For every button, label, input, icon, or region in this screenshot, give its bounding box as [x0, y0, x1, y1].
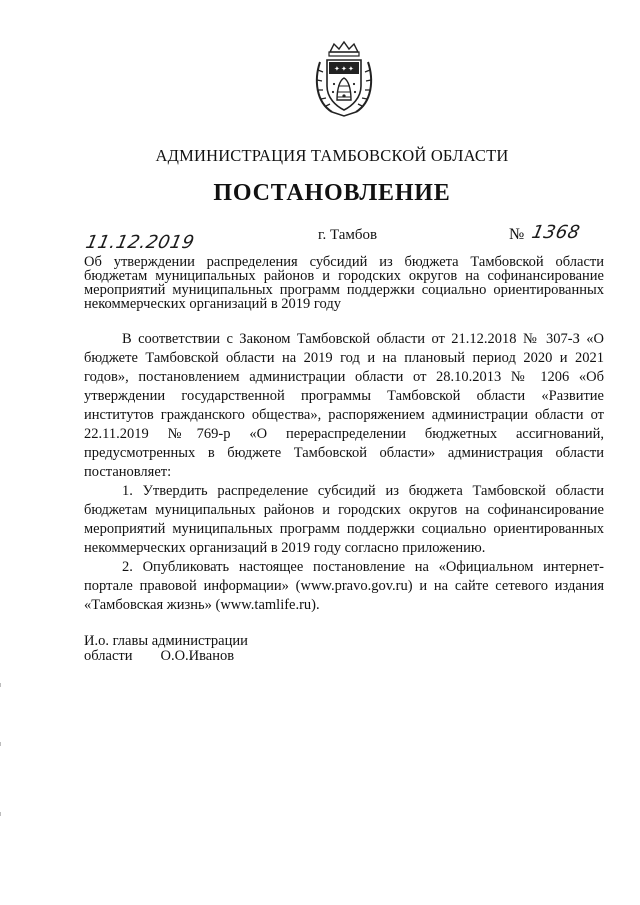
- svg-text:✦: ✦: [348, 65, 354, 73]
- document-number: 1368: [529, 222, 583, 243]
- scan-mark: [0, 742, 1, 746]
- signature-block: [84, 634, 384, 664]
- signatory-name: О.О.Иванов: [160, 648, 235, 664]
- document-city: г. Тамбов: [318, 227, 378, 243]
- body-paragraph-preamble: В соответствии с Законом Тамбовской области от 21.12.2018 № 307-З «О бюджете Тамбовской области на 2019 год и на плановый период 2020 и 2021 годов», постановлением администрации области от 28.10.2013 № 1206 «Об утверждении государственной программы Тамбовской области «Развитие институтов гражданского общества», распоряжением администрации области от 22.11.2019 №769-р «О перераспределении бюджетных ассигнований, предусмотренных в бюджете Тамбовской области» администрация области постановляет:: [84, 331, 604, 480]
- body-paragraph-item-1: 1. Утвердить распределение субсидий из бюджета Тамбовской области бюджетам муниципальных районов и городских округов на софинансирование мероприятий муниципальных программ поддержки социально ориентированных некоммерческих организаций в 2019 году согласно приложению.: [84, 483, 604, 556]
- body-paragraph-item-2: 2. Опубликовать настоящее постановление на «Официальном интернет-портале правовой информации» (www.pravo.gov.ru) и на сайте сетевого издания «Тамбовская жизнь» (www.tamlife.ru).: [84, 559, 604, 613]
- document-subject: Об утверждении распределения субсидий из бюджета Тамбовской области бюджетам муниципальных районов и городских округов на софинансирование мероприятий муниципальных программ поддержки социально ориентированных некоммерческих организаций в 2019 году: [84, 254, 604, 312]
- scan-mark: [0, 812, 1, 816]
- document-type-title: ПОСТАНОВЛЕНИЕ: [213, 180, 451, 206]
- svg-text:✦: ✦: [341, 65, 347, 73]
- document-date: 11.12.2019: [83, 232, 197, 253]
- document-number-label: №: [509, 226, 525, 243]
- document-body: [84, 330, 604, 615]
- coat-of-arms-icon: [312, 40, 376, 118]
- signatory-position: И.о. главы администрации: [84, 633, 248, 649]
- scan-mark: [0, 683, 1, 687]
- svg-text:✦: ✦: [334, 65, 340, 73]
- organization-title: АДМИНИСТРАЦИЯ ТАМБОВСКОЙ ОБЛАСТИ: [155, 146, 509, 165]
- signatory-position-region: области: [84, 648, 133, 664]
